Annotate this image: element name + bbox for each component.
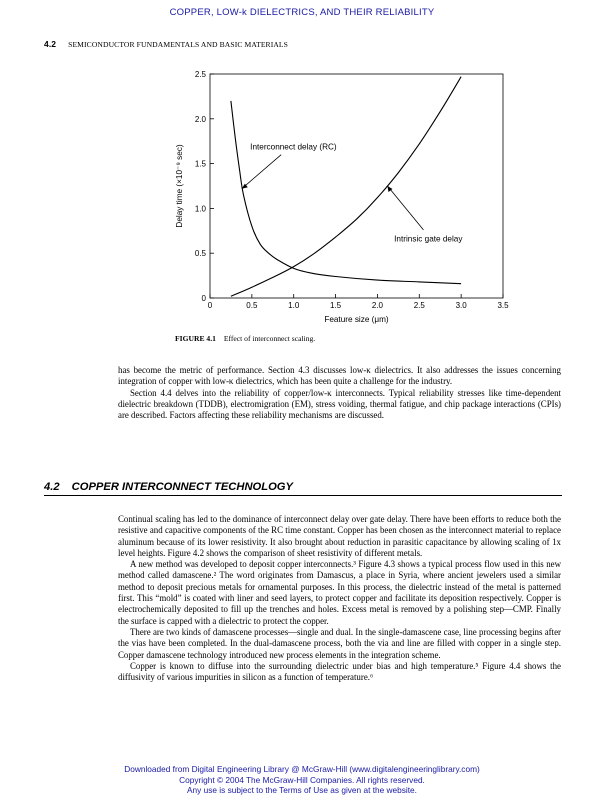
paragraph: has become the metric of performance. Section 4.3 discusses low-κ dielectrics. It also addresses the issues concerning integration of copper with low-κ dielectrics, which has been quite a challenge for the industry. [118,365,561,387]
main-text [118,514,561,683]
figure-caption-label: FIGURE 4.1 [175,334,216,343]
paragraph: A new method was developed to deposit copper interconnects.³ Figure 4.3 shows a typical process flow used in this new method called damascene.² The word originates from Damascus, a place in Syria, where ancient jewelers used a similar method to deposit precious metals for ornamental purposes. In this process, the dielectric instead of the metal is patterned first. This “mold” is coated with liner and seed layers, to protect copper and facilitate its deposition respectively. Copper is electrochemically deposited to fill up the trenches and holes. Excess metal is removed by a polishing step—CMP. Finally the surface is capped with a dielectric to protect the copper. [118,559,561,626]
x-tick-label: 2.5 [413,301,425,310]
y-tick-label: 1.0 [194,204,206,214]
section-heading [44,481,562,496]
x-tick-label: 0 [207,301,213,310]
x-axis-label: Feature size (μm) [324,315,389,324]
y-tick-label: 2.0 [194,114,206,124]
section-number: 4.2 [44,481,60,493]
y-tick-label: 2.5 [194,70,206,79]
annotation-gate-delay: Intrinsic gate delay [394,234,463,244]
footer [0,764,604,796]
paragraph: Copper is known to diffuse into the surrounding dielectric under bias and high temperature.⁵ Figure 4.4 shows the diffusivity of various impurities in silicon as a function of temperature.⁶ [118,660,561,683]
annotation-leader-line [387,186,423,230]
paragraph: There are two kinds of damascene processes—single and dual. In the single-damascene case, line processing begins after the vias have been completed. In the dual-damascene process, both the via and line are filled with copper in a single step. Copper damascene technology introduced new process elements in the integration scheme. [118,626,561,660]
y-tick-label: 0 [201,294,206,303]
delay-chart [165,62,525,332]
intro-text [118,365,561,421]
running-head [44,39,288,49]
footer-line-terms[interactable]: Any use is subject to the Terms of Use as given at the website. [187,785,417,795]
x-tick-label: 1.5 [330,301,342,310]
annotation-leader-line [242,155,281,189]
plot-frame [210,74,503,298]
paragraph: Continual scaling has led to the dominance of interconnect delay over gate delay. There have been efforts to reduce both the resistive and capacitive components of the RC time constant. Copper has been chosen as the interconnect material to replace aluminum because of its lower resistivity. It also brought about reduction in parasitic capacitance by allowing scaling of 1x level heights. Figure 4.2 shows the comparison of sheet resistivity of different metals. [118,514,561,558]
paragraph: Section 4.4 delves into the reliability of copper/low-κ interconnects. Typical reliability stresses like time-dependent dielectric breakdown (TDDB), electromigration (EM), stress voiding, thermal fatigue, and chip package interactions (CPIs) are described. Factors affecting these reliability mechanisms are discussed. [118,387,561,421]
x-tick-label: 2.0 [371,301,383,310]
x-tick-label: 3.0 [455,301,467,310]
x-tick-label: 3.5 [497,301,509,310]
x-tick-label: 1.0 [288,301,300,310]
top-banner: COPPER, LOW-k DIELECTRICS, AND THEIR RELIABILITY [169,7,435,18]
y-tick-label: 0.5 [194,249,206,259]
figure-caption [175,334,315,343]
footer-line-download[interactable]: Downloaded from Digital Engineering Library @ McGraw-Hill (www.digitalengineeringlibrary.com) [124,764,480,774]
figure-caption-text: Effect of interconnect scaling. [223,334,316,343]
running-head-title: SEMICONDUCTOR FUNDAMENTALS AND BASIC MATERIALS [68,40,288,49]
section-title: COPPER INTERCONNECT TECHNOLOGY [71,481,293,493]
y-axis-label: Delay time (×10⁻⁹ sec) [175,144,184,228]
running-head-number: 4.2 [44,39,57,49]
interconnect-delay-curve [231,101,461,284]
x-tick-label: 0.5 [246,301,258,310]
footer-line-copyright: Copyright © 2004 The McGraw-Hill Companies. All rights reserved. [179,774,425,785]
y-tick-label: 1.5 [194,159,206,169]
annotation-interconnect-delay: Interconnect delay (RC) [250,142,337,152]
intrinsic-gate-delay-curve [231,77,461,297]
figure-4-1 [165,62,525,332]
